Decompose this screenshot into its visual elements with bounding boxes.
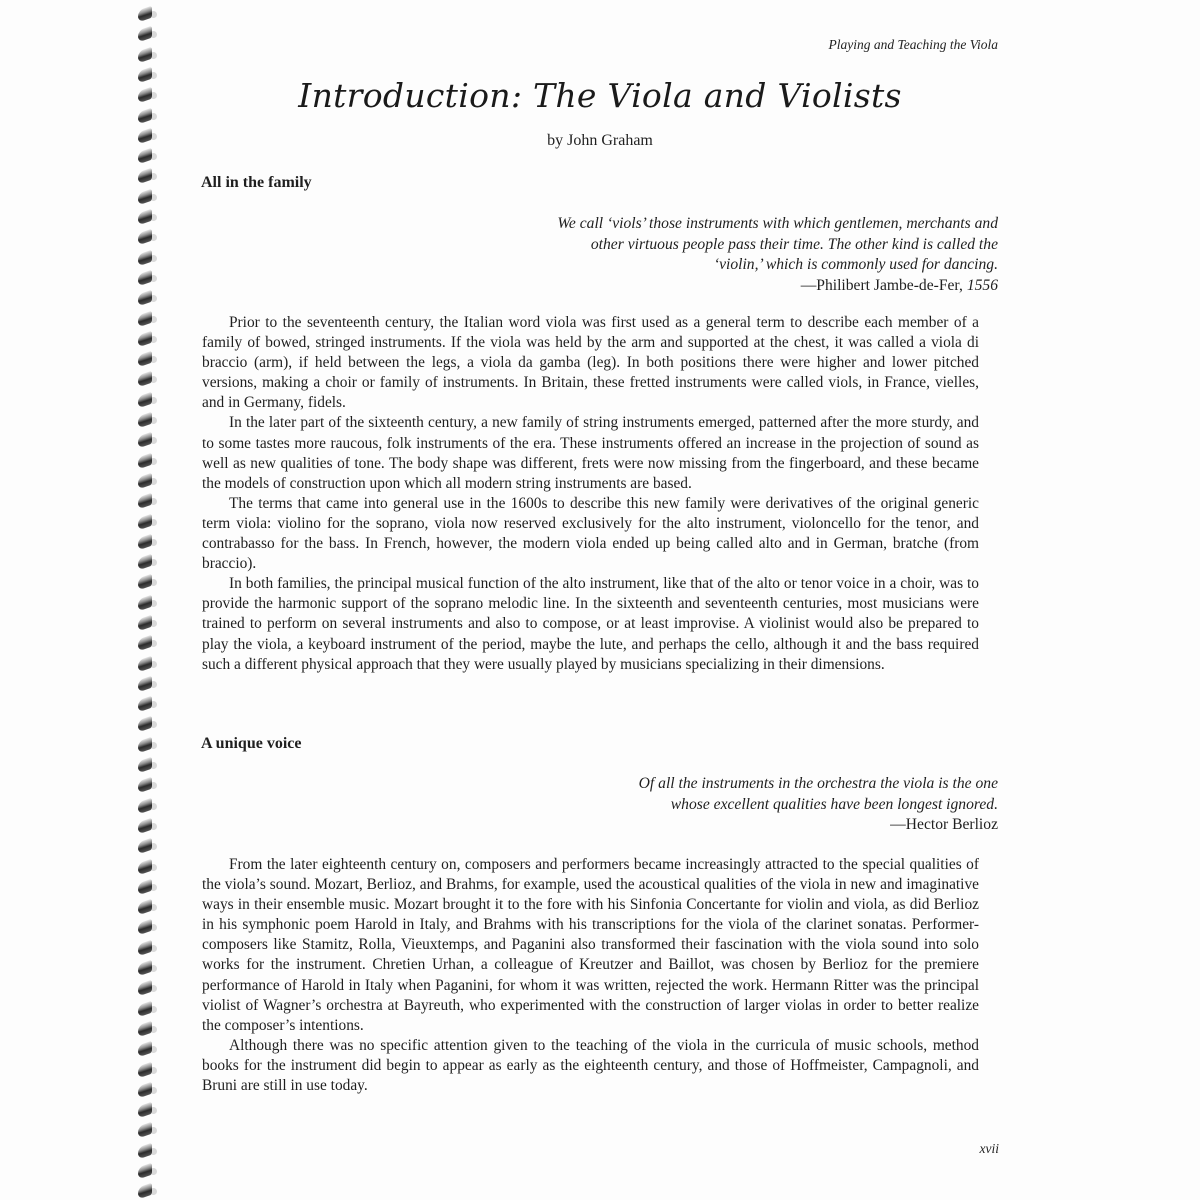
coil-wire <box>138 47 152 64</box>
body-paragraph: In both families, the principal musical function of the alto instrument, like that of the alto or tenor voice in a choir, was to provide the harmonic support of the soprano melodic line. In the sixteenth and seventeenth centuries, most musicians were trained to perform on several instruments and also to compose, or at least improvise. A violinist would also be prepared to play the viola, a keyboard instrument of the period, maybe the lute, and perhaps the cello, although it and the bass required such a different physical approach that they were usually played by musicians specializing in their dimensions. <box>202 575 979 673</box>
attribution-name: —Philibert Jambe-de-Fer, <box>800 276 963 294</box>
coil-wire <box>138 696 152 713</box>
spiral-coil <box>138 493 160 509</box>
spiral-coil <box>138 473 160 489</box>
coil-wire <box>138 737 152 754</box>
spiral-coil <box>138 1041 160 1057</box>
spiral-coil <box>138 6 160 22</box>
coil-wire <box>138 818 152 835</box>
coil-wire <box>138 250 152 267</box>
epigraph-line: other virtuous people pass their time. The other kind is called the <box>590 235 998 253</box>
spiral-binding <box>138 0 164 1200</box>
coil-wire <box>138 26 152 43</box>
coil-wire <box>138 6 152 23</box>
coil-wire <box>138 67 152 84</box>
coil-wire <box>138 1102 152 1119</box>
epigraph-line: We call ‘viols’ those instruments with which gentlemen, merchants and <box>557 215 998 232</box>
coil-wire <box>138 108 152 125</box>
page-title: Introduction: The Viola and Violists <box>298 76 902 115</box>
spiral-coil <box>138 412 160 428</box>
spiral-coil <box>138 331 160 347</box>
spiral-coil <box>138 1001 160 1017</box>
coil-wire <box>138 656 152 673</box>
page-number: xvii <box>979 1141 999 1156</box>
spiral-coil <box>138 26 160 42</box>
spiral-coil <box>138 1143 160 1159</box>
epigraph-attribution: —Hector Berlioz <box>890 816 998 834</box>
spiral-coil <box>138 574 160 590</box>
spiral-coil <box>138 514 160 530</box>
coil-wire <box>138 331 152 348</box>
coil-wire <box>138 1062 152 1079</box>
coil-wire <box>138 290 152 307</box>
spiral-coil <box>138 554 160 570</box>
spiral-coil <box>138 1122 160 1138</box>
spiral-coil <box>138 757 160 773</box>
coil-wire <box>138 980 152 997</box>
spiral-coil <box>138 47 160 63</box>
spiral-coil <box>138 453 160 469</box>
coil-wire <box>138 1021 152 1038</box>
epigraph-berlioz <box>639 774 998 836</box>
coil-wire <box>138 168 152 185</box>
spiral-coil <box>138 108 160 124</box>
coil-wire <box>138 371 152 388</box>
spiral-coil <box>138 940 160 956</box>
coil-wire <box>138 311 152 328</box>
spiral-coil <box>138 1102 160 1118</box>
coil-wire <box>138 534 152 551</box>
spiral-coil <box>138 879 160 895</box>
coil-wire <box>138 1163 152 1180</box>
spiral-coil <box>138 168 160 184</box>
attribution-year: 1556 <box>966 276 998 294</box>
spiral-coil <box>138 209 160 225</box>
running-head: Playing and Teaching the Viola <box>828 37 998 52</box>
coil-wire <box>138 87 152 104</box>
body-paragraph: The terms that came into general use in the 1600s to describe this new family were derivatives of the original generic term viola: violino for the soprano, viola now reserved exclusively for the alto instrument, violoncello for the tenor, and contrabasso for the bass. In French, however, the modern viola ended up being called alto and in German, bratche (from braccio). <box>202 494 979 573</box>
spiral-coil <box>138 777 160 793</box>
coil-wire <box>138 798 152 815</box>
section-heading-all-in-the-family: All in the family <box>201 174 312 191</box>
spiral-coil <box>138 189 160 205</box>
coil-wire <box>138 209 152 226</box>
spiral-coil <box>138 351 160 367</box>
coil-wire <box>138 189 152 206</box>
epigraph-line: Of all the instruments in the orchestra the viola is the one <box>638 775 998 792</box>
spiral-coil <box>138 696 160 712</box>
spiral-coil <box>138 1021 160 1037</box>
coil-wire <box>138 392 152 409</box>
spiral-coil <box>138 737 160 753</box>
section-body-a-unique-voice <box>202 855 979 1096</box>
spiral-coil <box>138 818 160 834</box>
spiral-coil <box>138 919 160 935</box>
coil-wire <box>138 777 152 794</box>
coil-wire <box>138 716 152 733</box>
spiral-coil <box>138 311 160 327</box>
spiral-coil <box>138 148 160 164</box>
coil-wire <box>138 473 152 490</box>
epigraph-line: whose excellent qualities have been longest ignored. <box>670 795 998 813</box>
spiral-coil <box>138 371 160 387</box>
coil-wire <box>138 919 152 936</box>
spiral-coil <box>138 87 160 103</box>
coil-wire <box>138 838 152 855</box>
spiral-coil <box>138 534 160 550</box>
spiral-coil <box>138 615 160 631</box>
coil-wire <box>138 270 152 287</box>
spiral-coil <box>138 798 160 814</box>
epigraph-line: ‘violin,’ which is commonly used for dancing. <box>713 256 998 274</box>
spiral-coil <box>138 432 160 448</box>
coil-wire <box>138 574 152 591</box>
body-paragraph: Prior to the seventeenth century, the Italian word viola was first used as a general term to describe each member of a family of bowed, stringed instruments. If the viola was held by the arm and supported at the chest, it was called a viola di braccio (arm), if held between the legs, a viola da gamba (leg). In both positions there were higher and lower pitched versions, making a choir or family of instruments. In Britain, these fretted instruments were called viols, in France, vielles, and in Germany, fidels. <box>202 314 979 412</box>
coil-wire <box>138 757 152 774</box>
spiral-coil <box>138 899 160 915</box>
body-paragraph: From the later eighteenth century on, composers and performers became increasingly attracted to the special qualities of the viola’s sound. Mozart, Berlioz, and Brahms, for example, used the acoustical qualities of the viola in new and imaginative ways in their ensemble music. Mozart brought it to the fore with his Sinfonia Concertante for violin and viola, as did Berlioz in his symphonic poem Harold in Italy, and Brahms with his transcriptions for the viola of the clarinet sonatas. Performer-composers like Stamitz, Rolla, Vieuxtemps, and Paganini also transformed their fascination with the viola sound into solo works for the instrument. Chretien Urhan, a colleague of Kreutzer and Baillot, was chosen by Berlioz for the premiere performance of Harold in Italy when Paganini, for whom it was written, rejected the work. Hermann Ritter was the principal violist of Wagner’s orchestra at Bayreuth, who experimented with the construction of larger violas in order to better realize the composer’s intentions. <box>202 856 979 1034</box>
spiral-coil <box>138 656 160 672</box>
epigraph-jambe-de-fer <box>557 214 998 296</box>
coil-wire <box>138 615 152 632</box>
coil-wire <box>138 514 152 531</box>
body-paragraph: In the later part of the sixteenth century, a new family of string instruments emerged, patterned after the more sturdy, and to some tastes more raucous, folk instruments of the era. These instruments offered an increase in the projection of sound as well as new qualities of tone. The body shape was different, frets were now missing from the fingerboard, and these became the models of construction upon which all modern string instruments are based. <box>202 414 979 492</box>
spiral-coil <box>138 128 160 144</box>
section-heading-a-unique-voice: A unique voice <box>201 735 302 752</box>
spiral-coil <box>138 595 160 611</box>
coil-wire <box>138 432 152 449</box>
spiral-coil <box>138 716 160 732</box>
spiral-coil <box>138 859 160 875</box>
body-paragraph: Although there was no specific attention given to the teaching of the viola in the curricula of music schools, method books for the instrument did begin to appear as early as the eighteenth century, and those of Hoffmeister, Campagnoli, and Bruni are still in use today. <box>202 1036 979 1095</box>
spiral-coil <box>138 1062 160 1078</box>
coil-wire <box>138 1122 152 1139</box>
spiral-coil <box>138 635 160 651</box>
coil-wire <box>138 1082 152 1099</box>
spiral-coil <box>138 1163 160 1179</box>
coil-wire <box>138 899 152 916</box>
coil-wire <box>138 554 152 571</box>
coil-wire <box>138 493 152 510</box>
coil-wire <box>138 879 152 896</box>
coil-wire <box>138 676 152 693</box>
spiral-coil <box>138 250 160 266</box>
spiral-coil <box>138 270 160 286</box>
coil-wire <box>138 1001 152 1018</box>
coil-wire <box>138 1183 152 1200</box>
coil-wire <box>138 1041 152 1058</box>
coil-wire <box>138 412 152 429</box>
spiral-coil <box>138 392 160 408</box>
spiral-coil <box>138 980 160 996</box>
coil-wire <box>138 148 152 165</box>
spiral-coil <box>138 290 160 306</box>
coil-wire <box>138 940 152 957</box>
coil-wire <box>138 351 152 368</box>
spiral-coil <box>138 1183 160 1199</box>
coil-wire <box>138 453 152 470</box>
spiral-coil <box>138 676 160 692</box>
byline: by John Graham <box>547 132 653 149</box>
coil-wire <box>138 635 152 652</box>
spiral-coil <box>138 960 160 976</box>
spiral-coil <box>138 67 160 83</box>
section-body-all-in-the-family <box>202 313 979 675</box>
coil-wire <box>138 595 152 612</box>
spiral-coil <box>138 838 160 854</box>
spiral-coil <box>138 1082 160 1098</box>
coil-wire <box>138 859 152 876</box>
coil-wire <box>138 1143 152 1160</box>
coil-wire <box>138 229 152 246</box>
epigraph-attribution <box>557 276 998 297</box>
spiral-coil <box>138 229 160 245</box>
coil-wire <box>138 960 152 977</box>
coil-wire <box>138 128 152 145</box>
